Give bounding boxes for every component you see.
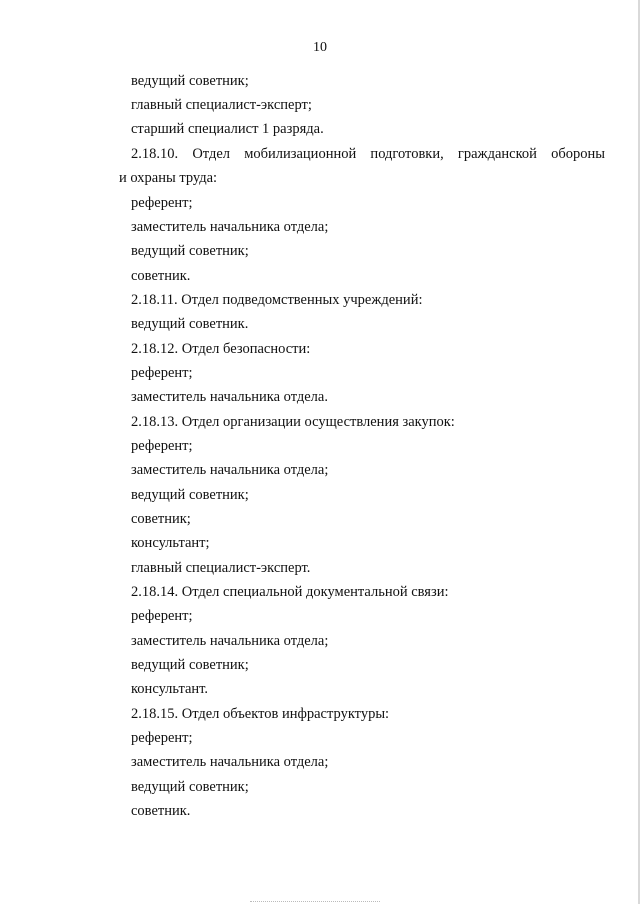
list-item: заместитель начальника отдела; [131, 219, 329, 235]
list-item: консультант; [131, 535, 210, 551]
list-item: референт; [131, 195, 193, 211]
list-item: ведущий советник; [131, 779, 249, 795]
list-item: ведущий советник; [131, 487, 249, 503]
list-item: заместитель начальника отдела; [131, 462, 329, 478]
list-item: референт; [131, 730, 193, 746]
list-item: заместитель начальника отдела. [131, 389, 328, 405]
list-item: заместитель начальника отдела; [131, 754, 329, 770]
section-heading: 2.18.15. Отдел объектов инфраструктуры: [131, 706, 390, 722]
section-heading: 2.18.11. Отдел подведомственных учреждений: [131, 292, 423, 308]
list-item: ведущий советник. [131, 316, 249, 332]
list-item: главный специалист-эксперт. [131, 560, 311, 576]
list-item: референт; [131, 438, 193, 454]
list-item: референт; [131, 365, 193, 381]
list-item: заместитель начальника отдела; [131, 633, 329, 649]
list-item: ведущий советник; [131, 73, 249, 89]
list-item: консультант. [131, 681, 209, 697]
page-number: 10 [313, 40, 327, 55]
list-item: референт; [131, 608, 193, 624]
list-item: ведущий советник; [131, 657, 249, 673]
list-item: советник; [131, 511, 191, 527]
list-item: ведущий советник; [131, 243, 249, 259]
list-item: главный специалист-эксперт; [131, 97, 312, 113]
list-item: советник. [131, 268, 191, 284]
list-item: советник. [131, 803, 191, 819]
list-item: старший специалист 1 разряда. [131, 121, 324, 137]
section-heading: 2.18.12. Отдел безопасности: [131, 341, 311, 357]
scan-artifact [250, 900, 380, 902]
section-heading: 2.18.14. Отдел специальной документальной связи: [131, 584, 449, 600]
section-heading: 2.18.10. Отдел мобилизационной подготовки, гражданской обороны [131, 146, 605, 162]
section-heading-continuation: и охраны труда: [119, 170, 218, 186]
section-heading: 2.18.13. Отдел организации осуществления закупок: [131, 414, 455, 430]
